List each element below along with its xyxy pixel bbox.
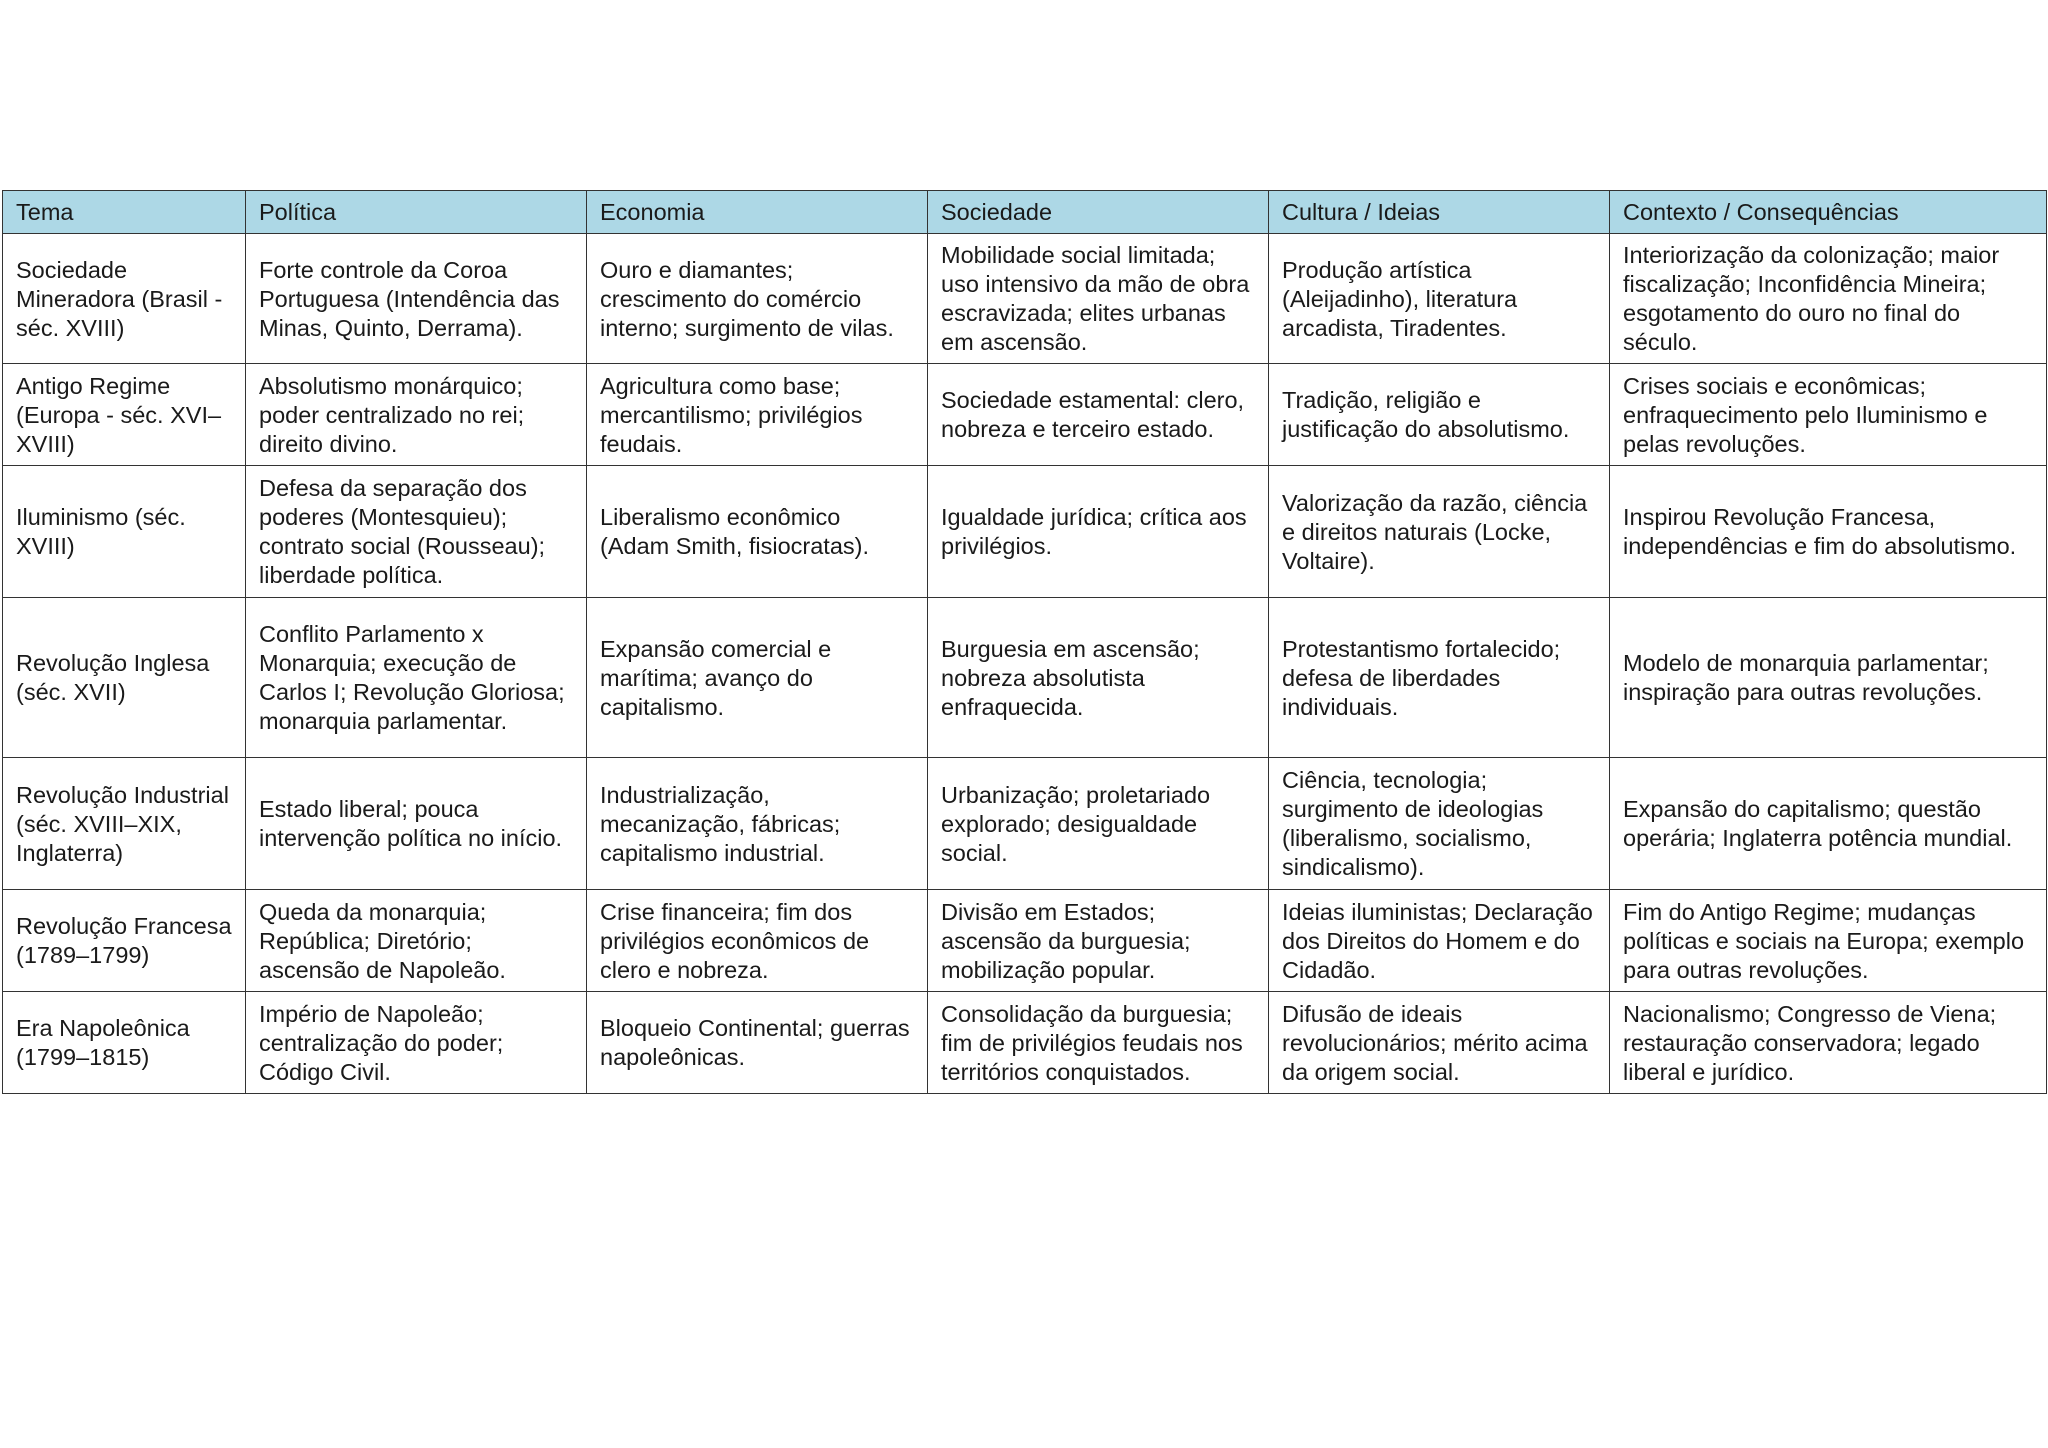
- cell-cultura-ideias: Valorização da razão, ciência e direitos naturais (Locke, Voltaire).: [1269, 466, 1610, 598]
- table-row: [3, 890, 2047, 992]
- table-row: [3, 364, 2047, 466]
- cell-cultura-ideias: Difusão de ideais revolucionários; mérito acima da origem social.: [1269, 992, 1610, 1094]
- cell-politica: Absolutismo monárquico; poder centralizado no rei; direito divino.: [246, 364, 587, 466]
- cell-sociedade: Mobilidade social limitada; uso intensivo da mão de obra escravizada; elites urbanas em ascensão.: [928, 234, 1269, 364]
- cell-economia: Ouro e diamantes; crescimento do comércio interno; surgimento de vilas.: [587, 234, 928, 364]
- cell-cultura-ideias: Protestantismo fortalecido; defesa de liberdades individuais.: [1269, 598, 1610, 758]
- cell-economia: Liberalismo econômico (Adam Smith, fisiocratas).: [587, 466, 928, 598]
- cell-contexto-consequencias: Expansão do capitalismo; questão operária; Inglaterra potência mundial.: [1610, 758, 2047, 890]
- cell-tema: Revolução Inglesa (séc. XVII): [3, 598, 246, 758]
- cell-contexto-consequencias: Fim do Antigo Regime; mudanças políticas e sociais na Europa; exemplo para outras revoluções.: [1610, 890, 2047, 992]
- cell-tema: Era Napoleônica (1799–1815): [3, 992, 246, 1094]
- cell-contexto-consequencias: Inspirou Revolução Francesa, independências e fim do absolutismo.: [1610, 466, 2047, 598]
- history-summary-table: [2, 190, 2047, 1094]
- cell-contexto-consequencias: Crises sociais e econômicas; enfraquecimento pelo Iluminismo e pelas revoluções.: [1610, 364, 2047, 466]
- cell-politica: Forte controle da Coroa Portuguesa (Intendência das Minas, Quinto, Derrama).: [246, 234, 587, 364]
- cell-tema: Antigo Regime (Europa - séc. XVI–XVIII): [3, 364, 246, 466]
- cell-sociedade: Divisão em Estados; ascensão da burguesia; mobilização popular.: [928, 890, 1269, 992]
- table-row: [3, 992, 2047, 1094]
- cell-politica: Império de Napoleão; centralização do poder; Código Civil.: [246, 992, 587, 1094]
- cell-sociedade: Sociedade estamental: clero, nobreza e terceiro estado.: [928, 364, 1269, 466]
- cell-cultura-ideias: Tradição, religião e justificação do absolutismo.: [1269, 364, 1610, 466]
- cell-tema: Iluminismo (séc. XVIII): [3, 466, 246, 598]
- table-row: [3, 466, 2047, 598]
- cell-sociedade: Igualdade jurídica; crítica aos privilégios.: [928, 466, 1269, 598]
- cell-cultura-ideias: Produção artística (Aleijadinho), literatura arcadista, Tiradentes.: [1269, 234, 1610, 364]
- cell-tema: Revolução Industrial (séc. XVIII–XIX, Inglaterra): [3, 758, 246, 890]
- cell-contexto-consequencias: Interiorização da colonização; maior fiscalização; Inconfidência Mineira; esgotamento do ouro no final do século.: [1610, 234, 2047, 364]
- header-cultura-ideias: Cultura / Ideias: [1269, 191, 1610, 234]
- cell-sociedade: Consolidação da burguesia; fim de privilégios feudais nos territórios conquistados.: [928, 992, 1269, 1094]
- header-economia: Economia: [587, 191, 928, 234]
- cell-tema: Revolução Francesa (1789–1799): [3, 890, 246, 992]
- cell-contexto-consequencias: Modelo de monarquia parlamentar; inspiração para outras revoluções.: [1610, 598, 2047, 758]
- cell-tema: Sociedade Mineradora (Brasil - séc. XVIII): [3, 234, 246, 364]
- table-header-row: [3, 191, 2047, 234]
- cell-economia: Expansão comercial e marítima; avanço do capitalismo.: [587, 598, 928, 758]
- cell-cultura-ideias: Ciência, tecnologia; surgimento de ideologias (liberalismo, socialismo, sindicalismo).: [1269, 758, 1610, 890]
- header-tema: Tema: [3, 191, 246, 234]
- header-politica: Política: [246, 191, 587, 234]
- cell-sociedade: Burguesia em ascensão; nobreza absolutista enfraquecida.: [928, 598, 1269, 758]
- cell-economia: Bloqueio Continental; guerras napoleônicas.: [587, 992, 928, 1094]
- table-row: [3, 234, 2047, 364]
- cell-politica: Conflito Parlamento x Monarquia; execução de Carlos I; Revolução Gloriosa; monarquia parlamentar.: [246, 598, 587, 758]
- cell-politica: Defesa da separação dos poderes (Montesquieu); contrato social (Rousseau); liberdade política.: [246, 466, 587, 598]
- cell-economia: Industrialização, mecanização, fábricas; capitalismo industrial.: [587, 758, 928, 890]
- cell-economia: Crise financeira; fim dos privilégios econômicos de clero e nobreza.: [587, 890, 928, 992]
- cell-cultura-ideias: Ideias iluministas; Declaração dos Direitos do Homem e do Cidadão.: [1269, 890, 1610, 992]
- header-sociedade: Sociedade: [928, 191, 1269, 234]
- cell-politica: Queda da monarquia; República; Diretório; ascensão de Napoleão.: [246, 890, 587, 992]
- cell-sociedade: Urbanização; proletariado explorado; desigualdade social.: [928, 758, 1269, 890]
- cell-economia: Agricultura como base; mercantilismo; privilégios feudais.: [587, 364, 928, 466]
- table-row: [3, 598, 2047, 758]
- cell-contexto-consequencias: Nacionalismo; Congresso de Viena; restauração conservadora; legado liberal e jurídico.: [1610, 992, 2047, 1094]
- table-row: [3, 758, 2047, 890]
- header-contexto-consequencias: Contexto / Consequências: [1610, 191, 2047, 234]
- cell-politica: Estado liberal; pouca intervenção política no início.: [246, 758, 587, 890]
